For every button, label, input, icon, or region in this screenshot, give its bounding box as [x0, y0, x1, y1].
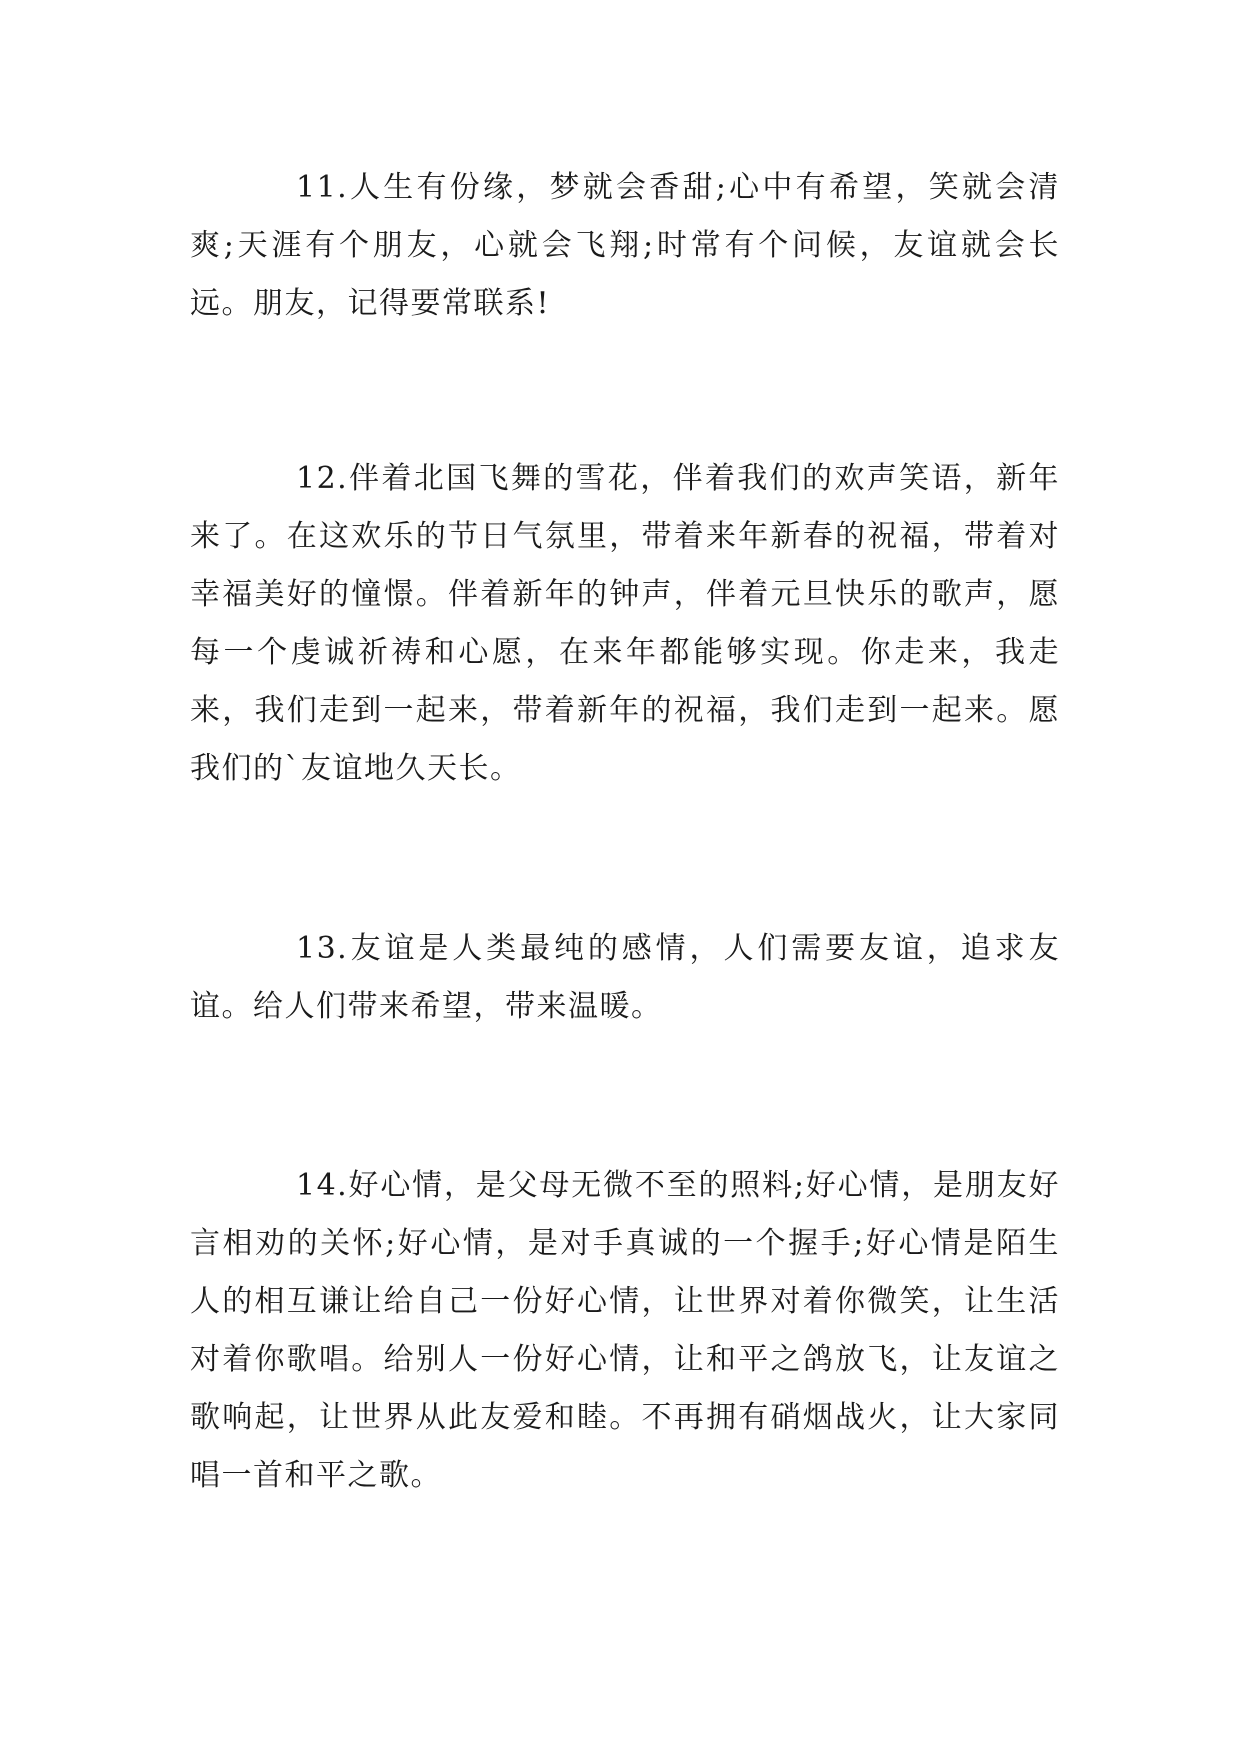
paragraph-11: 11.人生有份缘，梦就会香甜;心中有希望，笑就会清爽;天涯有个朋友，心就会飞翔;时常有个问候，友谊就会长远。朋友，记得要常联系!: [190, 170, 1060, 321]
paragraph-12: 12.伴着北国飞舞的雪花，伴着我们的欢声笑语，新年来了。在这欢乐的节日气氛里，带着来年新春的祝福，带着对幸福美好的憧憬。伴着新年的钟声，伴着元旦快乐的歌声，愿每一个虔诚祈祷和心愿，在来年都能够实现。你走来，我走来，我们走到一起来，带着新年的祝福，我们走到一起来。愿我们的`友谊地久天长。: [190, 461, 1060, 786]
paragraph-14: 14.好心情，是父母无微不至的照料;好心情，是朋友好言相劝的关怀;好心情，是对手真诚的一个握手;好心情是陌生人的相互谦让给自己一份好心情，让世界对着你微笑，让生活对着你歌唱。给别人一份好心情，让和平之鸽放飞，让友谊之歌响起，让世界从此友爱和睦。不再拥有硝烟战火，让大家同唱一首和平之歌。: [190, 1168, 1060, 1493]
paragraph-13: 13.友谊是人类最纯的感情，人们需要友谊，追求友谊。给人们带来希望，带来温暖。: [190, 931, 1060, 1024]
